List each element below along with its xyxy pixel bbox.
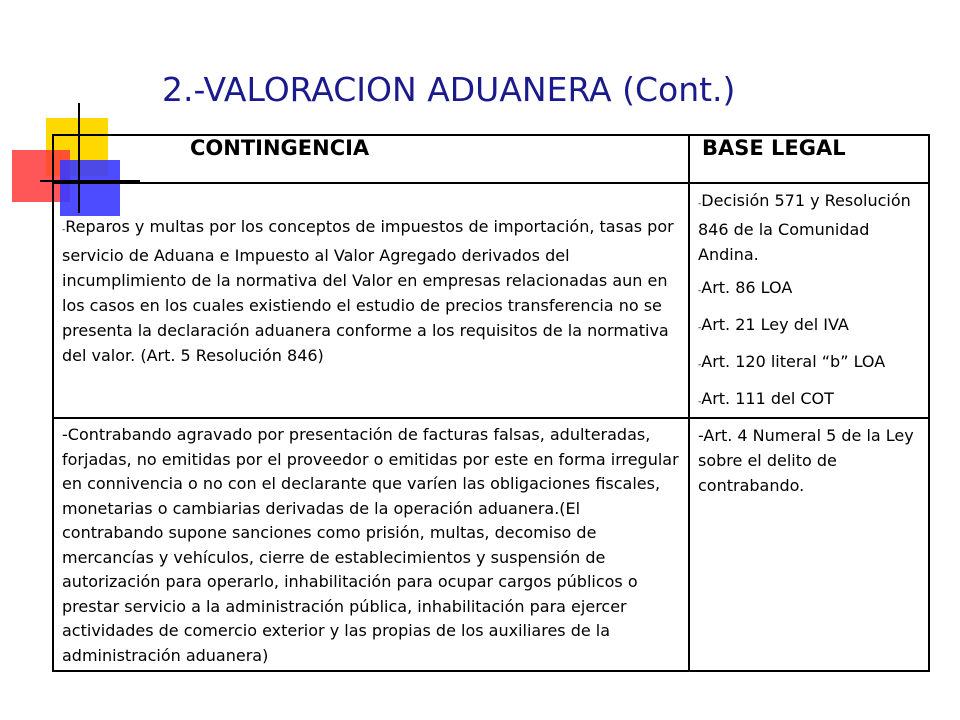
legal-table — [52, 134, 930, 672]
row1-base-legal-cell — [689, 183, 929, 418]
bullet-dash: - — [698, 397, 702, 407]
legal-item — [698, 275, 920, 304]
bullet-dash: - — [698, 199, 702, 209]
header-base-legal: BASE LEGAL — [689, 135, 929, 183]
row1-contingencia-cell — [53, 183, 689, 418]
bullet-dash: - — [698, 286, 702, 296]
bullet-dash: - — [698, 360, 702, 370]
table-row — [53, 183, 929, 418]
legal-item-text: Art. 120 literal “b” LOA — [701, 352, 886, 371]
row1-contingencia-text: Reparos y multas por los conceptos de impuestos de importación, tasas por servicio de Aduana e Impuesto al Valor Agregado derivados del incumplimiento de la normativa del Valor en empresas relacionadas aun en los casos en los cuales existiendo el estudio de precios transferencia no se presenta la declaración aduanera conforme a los requisitos de la normativa del valor. (Art. 5 Resolución 846) — [62, 217, 674, 365]
header-contingencia: CONTINGENCIA — [53, 135, 689, 183]
legal-item-text: Art. 21 Ley del IVA — [701, 315, 849, 334]
bullet-dash: - — [62, 225, 66, 235]
row2-base-legal-cell: -Art. 4 Numeral 5 de la Ley sobre el delito de contrabando. — [689, 418, 929, 671]
legal-item — [698, 386, 920, 415]
table-header-row — [53, 135, 929, 183]
legal-item — [698, 349, 920, 378]
row2-contingencia-cell: -Contrabando agravado por presentación de facturas falsas, adulteradas, forjadas, no emitidas por el proveedor o emitidas por este en forma irregular en connivencia o no con el declarante que varíen las obligaciones fiscales, monetarias o cambiarias derivadas de la operación aduanera.(El contrabando supone sanciones como prisión, multas, decomiso de mercancías y vehículos, cierre de establecimientos y suspensión de autorización para operarlo, inhabilitación para ocupar cargos públicos o prestar servicio a la administración pública, inhabilitación para ejercer actividades de comercio exterior y las propias de los auxiliares de la administración aduanera) — [53, 418, 689, 671]
legal-item-text: Decisión 571 y Resolución 846 de la Comunidad Andina. — [698, 191, 911, 264]
legal-item-text: Art. 111 del COT — [701, 389, 834, 408]
legal-item-text: Art. 86 LOA — [701, 278, 793, 297]
bullet-dash: - — [698, 323, 702, 333]
legal-item — [698, 312, 920, 341]
table-row — [53, 418, 929, 671]
legal-item — [698, 188, 920, 267]
slide-title: 2.-VALORACION ADUANERA (Cont.) — [162, 70, 736, 109]
